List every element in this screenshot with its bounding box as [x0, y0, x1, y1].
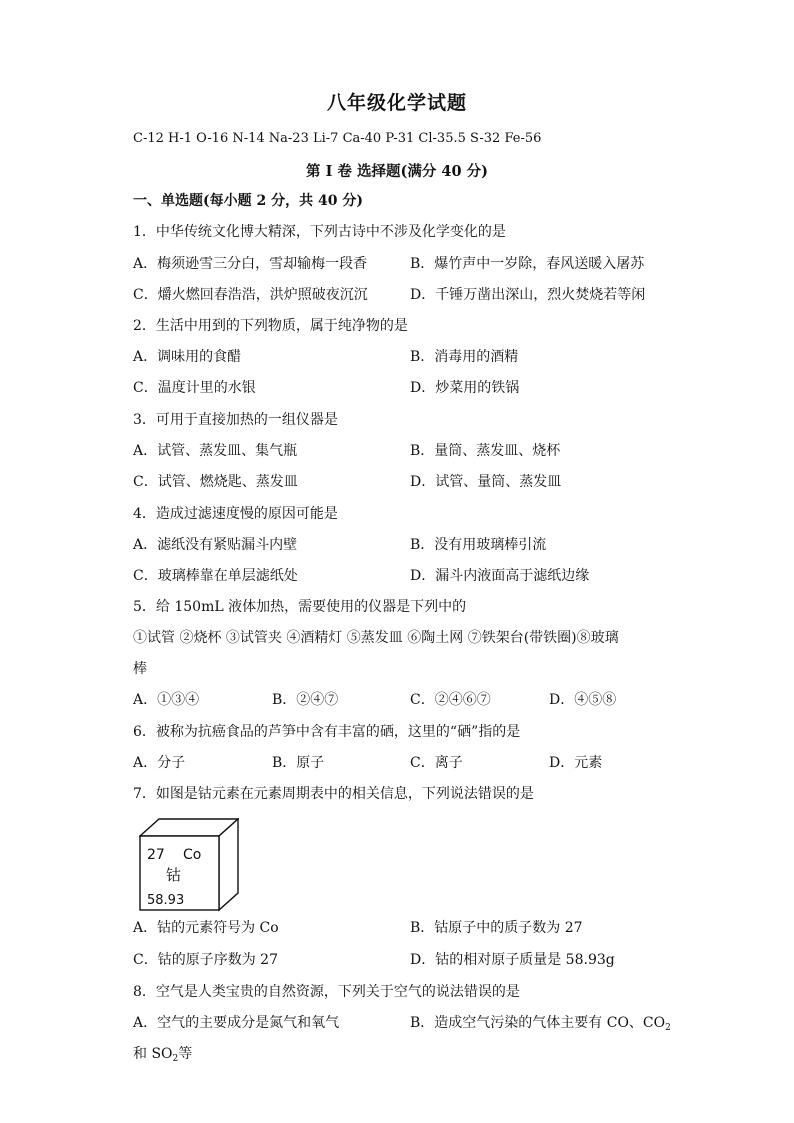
page-title: 八年级化学试题: [326, 92, 467, 114]
question-8-option-b: [410, 1013, 671, 1038]
question-7-option-c: C．钴的原子序数为 27: [133, 952, 278, 968]
element-symbol: Co: [183, 847, 202, 863]
question-5-option-d: D．④⑤⑧: [549, 692, 617, 708]
question-5-option-a: A．①③④: [133, 692, 200, 708]
question-3-option-b: B．量筒、蒸发皿、烧杯: [410, 443, 561, 459]
question-7-stem: 7．如图是钴元素在元素周期表中的相关信息，下列说法错误的是: [133, 786, 534, 802]
question-8-option-b-cont-end: 等: [178, 1046, 193, 1062]
question-5-instrument-list: ①试管 ②烧杯 ③试管夹 ④酒精灯 ⑤蒸发皿 ⑥陶土网 ⑦铁架台(带铁圈)⑧玻璃: [133, 630, 619, 646]
question-6-option-c: C．离子: [410, 755, 463, 771]
question-8-option-b-cont-text: 和 SO: [133, 1046, 173, 1062]
section1-title: 一、单选题(每小题 2 分，共 40 分): [133, 193, 363, 209]
question-8-option-b-cont: [133, 1044, 192, 1069]
question-3-option-d: D．试管、量筒、蒸发皿: [410, 474, 562, 490]
question-4-option-b: B．没有用玻璃棒引流: [410, 537, 547, 553]
atomic-masses: C-12 H-1 O-16 N-14 Na-23 Li-7 Ca-40 P-31 Cl-35.5 S-32 Fe-56: [133, 131, 542, 146]
cube-side-face: [219, 819, 238, 910]
question-5-option-b: B．②④⑦: [272, 692, 339, 708]
periodic-table-cell-cobalt: [139, 818, 239, 916]
question-4-option-c: C．玻璃棒靠在单层滤纸处: [133, 568, 298, 584]
question-2-option-d: D．炒菜用的铁锅: [410, 380, 520, 396]
question-5-option-c: C．②④⑥⑦: [410, 692, 491, 708]
part1-title: 第 I 卷 选择题(满分 40 分): [306, 163, 488, 180]
question-1-option-b: B．爆竹声中一岁除，春风送暖入屠苏: [410, 256, 645, 272]
question-1-option-a: A．梅须逊雪三分白，雪却输梅一段香: [133, 256, 368, 272]
question-7-option-a: A．钴的元素符号为 Co: [133, 920, 279, 936]
question-2-option-c: C．温度计里的水银: [133, 380, 256, 396]
question-6-stem: 6．被称为抗癌食品的芦笋中含有丰富的硒，这里的“硒”指的是: [133, 724, 521, 740]
question-3-option-c: C．试管、燃烧匙、蒸发皿: [133, 474, 298, 490]
question-1-option-c: C．爝火燃回春浩浩，洪炉照破夜沉沉: [133, 287, 368, 303]
element-name: 钴: [166, 866, 182, 884]
subscript-2: 2: [172, 1054, 179, 1064]
subscript-2: 2: [665, 1023, 671, 1033]
question-3-stem: 3．可用于直接加热的一组仪器是: [133, 412, 338, 428]
question-8-option-b-text: B．造成空气污染的气体主要有 CO、CO: [410, 1015, 666, 1031]
element-atomic-number: 27: [147, 847, 165, 863]
question-2-option-a: A．调味用的食醋: [133, 349, 242, 365]
question-5-instrument-list-cont: 棒: [133, 661, 147, 677]
element-atomic-mass: 58.93: [147, 893, 185, 908]
question-4-stem: 4．造成过滤速度慢的原因可能是: [133, 506, 338, 522]
question-8-option-a: A．空气的主要成分是氮气和氧气: [133, 1015, 340, 1031]
question-3-option-a: A．试管、蒸发皿、集气瓶: [133, 443, 298, 459]
question-6-option-b: B．原子: [272, 755, 325, 771]
question-4-option-d: D．漏斗内液面高于滤纸边缘: [410, 568, 590, 584]
question-7-option-d: D．钴的相对原子质量是 58.93g: [410, 952, 615, 968]
question-5-stem: 5．给 150mL 液体加热，需要使用的仪器是下列中的: [133, 599, 467, 615]
question-7-option-b: B．钴原子中的质子数为 27: [410, 920, 583, 936]
question-6-option-a: A．分子: [133, 755, 186, 771]
question-1-option-d: D．千锤万凿出深山，烈火焚烧若等闲: [410, 287, 646, 303]
question-6-option-d: D．元素: [549, 755, 603, 771]
question-4-option-a: A．滤纸没有紧贴漏斗内壁: [133, 537, 298, 553]
question-8-stem: 8．空气是人类宝贵的自然资源，下列关于空气的说法错误的是: [133, 984, 520, 1000]
question-2-option-b: B．消毒用的酒精: [410, 349, 519, 365]
question-1-stem: 1．中华传统文化博大精深，下列古诗中不涉及化学变化的是: [133, 224, 506, 240]
question-2-stem: 2．生活中用到的下列物质，属于纯净物的是: [133, 318, 408, 334]
